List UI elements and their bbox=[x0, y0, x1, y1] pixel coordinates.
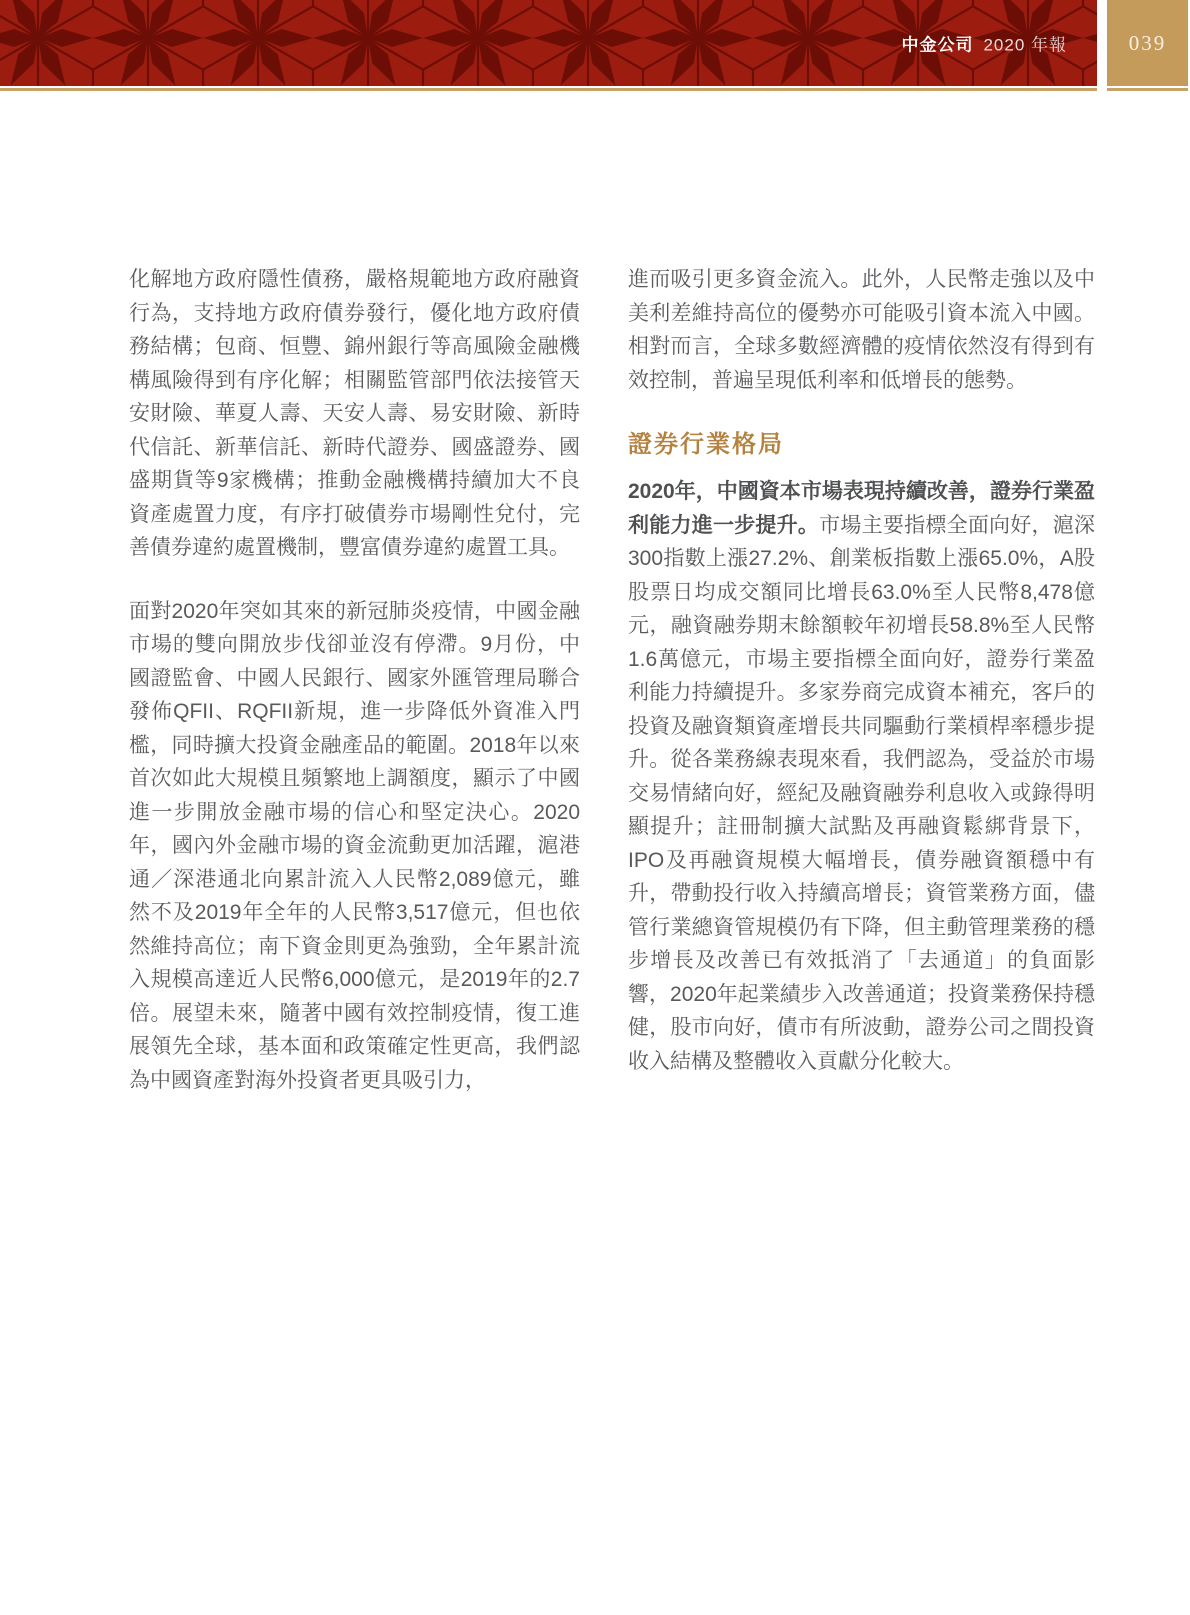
right-column bbox=[628, 263, 1095, 1108]
paragraph: 面對2020年突如其來的新冠肺炎疫情，中國金融市場的雙向開放步伐卻並沒有停滯。9月份，中國證監會、中國人民銀行、國家外匯管理局聯合發佈QFII、RQFII新規，進一步降低外資准入門檻，同時擴大投資金融產品的範圍。2018年以來首次如此大規模且頻繁地上調額度，顯示了中國進一步開放金融市場的信心和堅定決心。2020年，國內外金融市場的資金流動更加活躍，滬港通／深港通北向累計流入人民幣2,089億元，雖然不及2019年全年的人民幣3,517億元，但也依然維持高位；南下資金則更為強勁，全年累計流入規模高達近人民幣6,000億元，是2019年的2.7倍。展望未來，隨著中國有效控制疫情，復工進展領先全球，基本面和政策確定性更高，我們認為中國資產對海外投資者更具吸引力， bbox=[129, 599, 580, 1092]
company-name: 中金公司 bbox=[901, 35, 974, 55]
page-number: 039 bbox=[1128, 30, 1167, 55]
section-heading: 證券行業格局 bbox=[628, 431, 784, 458]
left-column bbox=[129, 263, 580, 1127]
report-title: 2020 年報 bbox=[983, 35, 1067, 55]
header-band bbox=[0, 0, 1097, 86]
paragraph: 化解地方政府隱性債務，嚴格規範地方政府融資行為，支持地方政府債券發行，優化地方政府債務結構；包商、恒豐、錦州銀行等高風險金融機構風險得到有序化解；相關監管部門依法接管天安財險、華夏人壽、天安人壽、易安財險、新時代信託、新華信託、新時代證券、國盛證券、國盛期貨等9家機構；推動金融機構持續加大不良資產處置力度，有序打破債券市場剛性兌付，完善債券違約處置機制，豐富債券違約處置工具。 bbox=[129, 268, 580, 559]
paragraph: 進而吸引更多資金流入。此外，人民幣走強以及中美利差維持高位的優勢亦可能吸引資本流入中國。相對而言，全球多數經濟體的疫情依然沒有得到有效控制，普遍呈現低利率和低增長的態勢。 bbox=[628, 268, 1095, 392]
paragraph-lead-bold: 2020年，中國資本市場表現持續改善，證券行業盈利能力進一步提升。 bbox=[628, 480, 1095, 537]
paragraph bbox=[628, 475, 1095, 1078]
gold-rule-right bbox=[1107, 88, 1188, 91]
header-title bbox=[901, 31, 1067, 56]
page-number-box bbox=[1107, 0, 1188, 86]
paragraph-body: 市場主要指標全面向好，滬深300指數上漲27.2%、創業板指數上漲65.0%，A股股票日均成交額同比增長63.0%至人民幣8,478億元，融資融券期末餘額較年初增長58.8%至人民幣1.6萬億元，市場主要指標全面向好，證券行業盈利能力持續提升。多家券商完成資本補充，客戶的投資及融資類資產增長共同驅動行業槓桿率穩步提升。從各業務線表現來看，我們認為，受益於市場交易情緒向好，經紀及融資融券利息收入或錄得明顯提升；註冊制擴大試點及再融資鬆綁背景下，IPO及再融資規模大幅增長，債券融資額穩中有升，帶動投行收入持續高增長；資管業務方面，儘管行業總資管規模仍有下降，但主動管理業務的穩步增長及改善已有效抵消了「去通道」的負面影響，2020年起業績步入改善通道；投資業務保持穩健，股市向好，債市有所波動，證券公司之間投資收入結構及整體收入貢獻分化較大。 bbox=[628, 513, 1096, 1073]
gold-rule-left bbox=[0, 88, 1097, 91]
